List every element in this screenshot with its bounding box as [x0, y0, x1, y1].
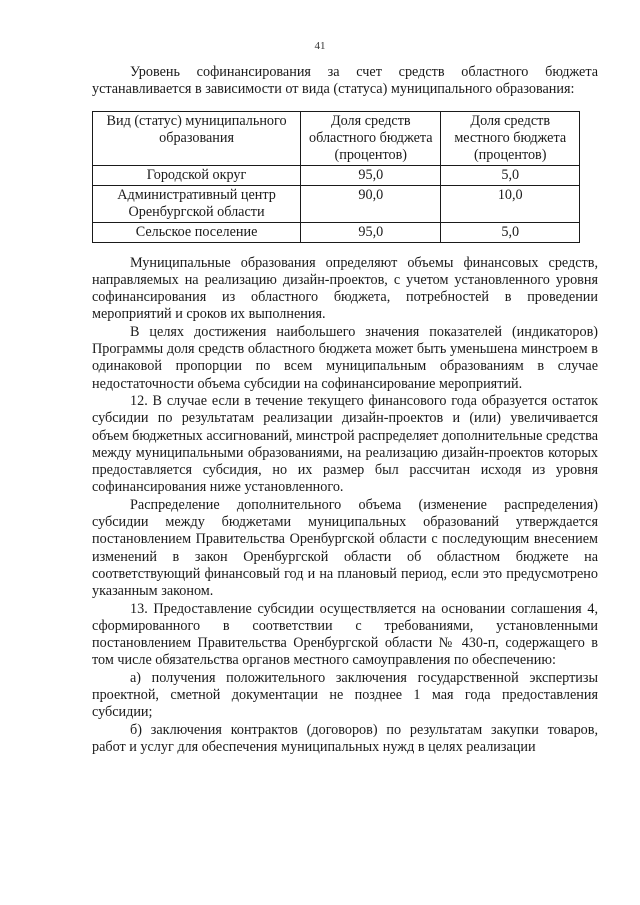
body-paragraph: 12. В случае если в течение текущего финансового года образуется остаток субсидии по результатам реализации дизайн-проектов и (или) увеличивается объем бюджетных ассигнований, минстрой распределяет дополнительные средства между муниципальными образованиями, на реализацию дизайн-проектов которых предоставляется субсидия, но их размер был рассчитан исходя из уровня софинансирования ниже установленного.: [92, 392, 598, 496]
body-paragraph: В целях достижения наибольшего значения показателей (индикаторов) Программы доля средств областного бюджета может быть уменьшена минстроем в одинаковой пропорции по всем муниципальным образованиям в случае недостаточности объема субсидии на софинансирование мероприятий.: [92, 323, 598, 392]
table-cell: 5,0: [441, 222, 580, 242]
table-cell: 95,0: [301, 222, 441, 242]
body-paragraph: б) заключения контрактов (договоров) по результатам закупки товаров, работ и услуг для обеспечения муниципальных нужд в целях реализации: [92, 721, 598, 755]
document-body: [92, 64, 598, 756]
table-row: [93, 222, 580, 242]
cofinancing-table: [92, 111, 580, 243]
table-header-row: [93, 111, 580, 165]
page-number: 41: [314, 40, 326, 52]
body-paragraph: Муниципальные образования определяют объемы финансовых средств, направляемых на реализацию дизайн-проектов, с учетом установленного уровня софинансирования из областного бюджета, потребностей в проведении мероприятий и сроков их выполнения.: [92, 254, 598, 323]
table-header-cell: Вид (статус) муниципального образования: [93, 111, 301, 165]
table-header-cell: Доля средств областного бюджета (процентов): [301, 111, 441, 165]
table-cell: Сельское поселение: [93, 222, 301, 242]
intro-paragraph: Уровень софинансирования за счет средств областного бюджета устанавливается в зависимости от вида (статуса) муниципального образования:: [92, 64, 598, 98]
body-paragraph: Распределение дополнительного объема (изменение распределения) субсидии между бюджетами муниципальных образований утверждается постановлением Правительства Оренбургской области с последующим внесением изменений в закон Оренбургской области об областном бюджете на соответствующий финансовый год и на плановый период, если это предусмотрено указанным законом.: [92, 496, 598, 600]
body-paragraph: 13. Предоставление субсидии осуществляется на основании соглашения 4, сформированного в соответствии с требованиями, установленными постановлением Правительства Оренбургской области № 430-п, содержащего в том числе обязательства органов местного самоуправления по обеспечению:: [92, 600, 598, 669]
table-row: [93, 165, 580, 185]
table-cell: 10,0: [441, 185, 580, 222]
body-paragraph: а) получения положительного заключения государственной экспертизы проектной, сметной документации не позднее 1 мая года предоставления субсидии;: [92, 669, 598, 721]
table-cell: Городской округ: [93, 165, 301, 185]
table-cell: 5,0: [441, 165, 580, 185]
table-cell: 95,0: [301, 165, 441, 185]
table-header-cell: Доля средств местного бюджета (процентов): [441, 111, 580, 165]
table-row: [93, 185, 580, 222]
table-cell: 90,0: [301, 185, 441, 222]
table-cell: Административный центр Оренбургской области: [93, 185, 301, 222]
